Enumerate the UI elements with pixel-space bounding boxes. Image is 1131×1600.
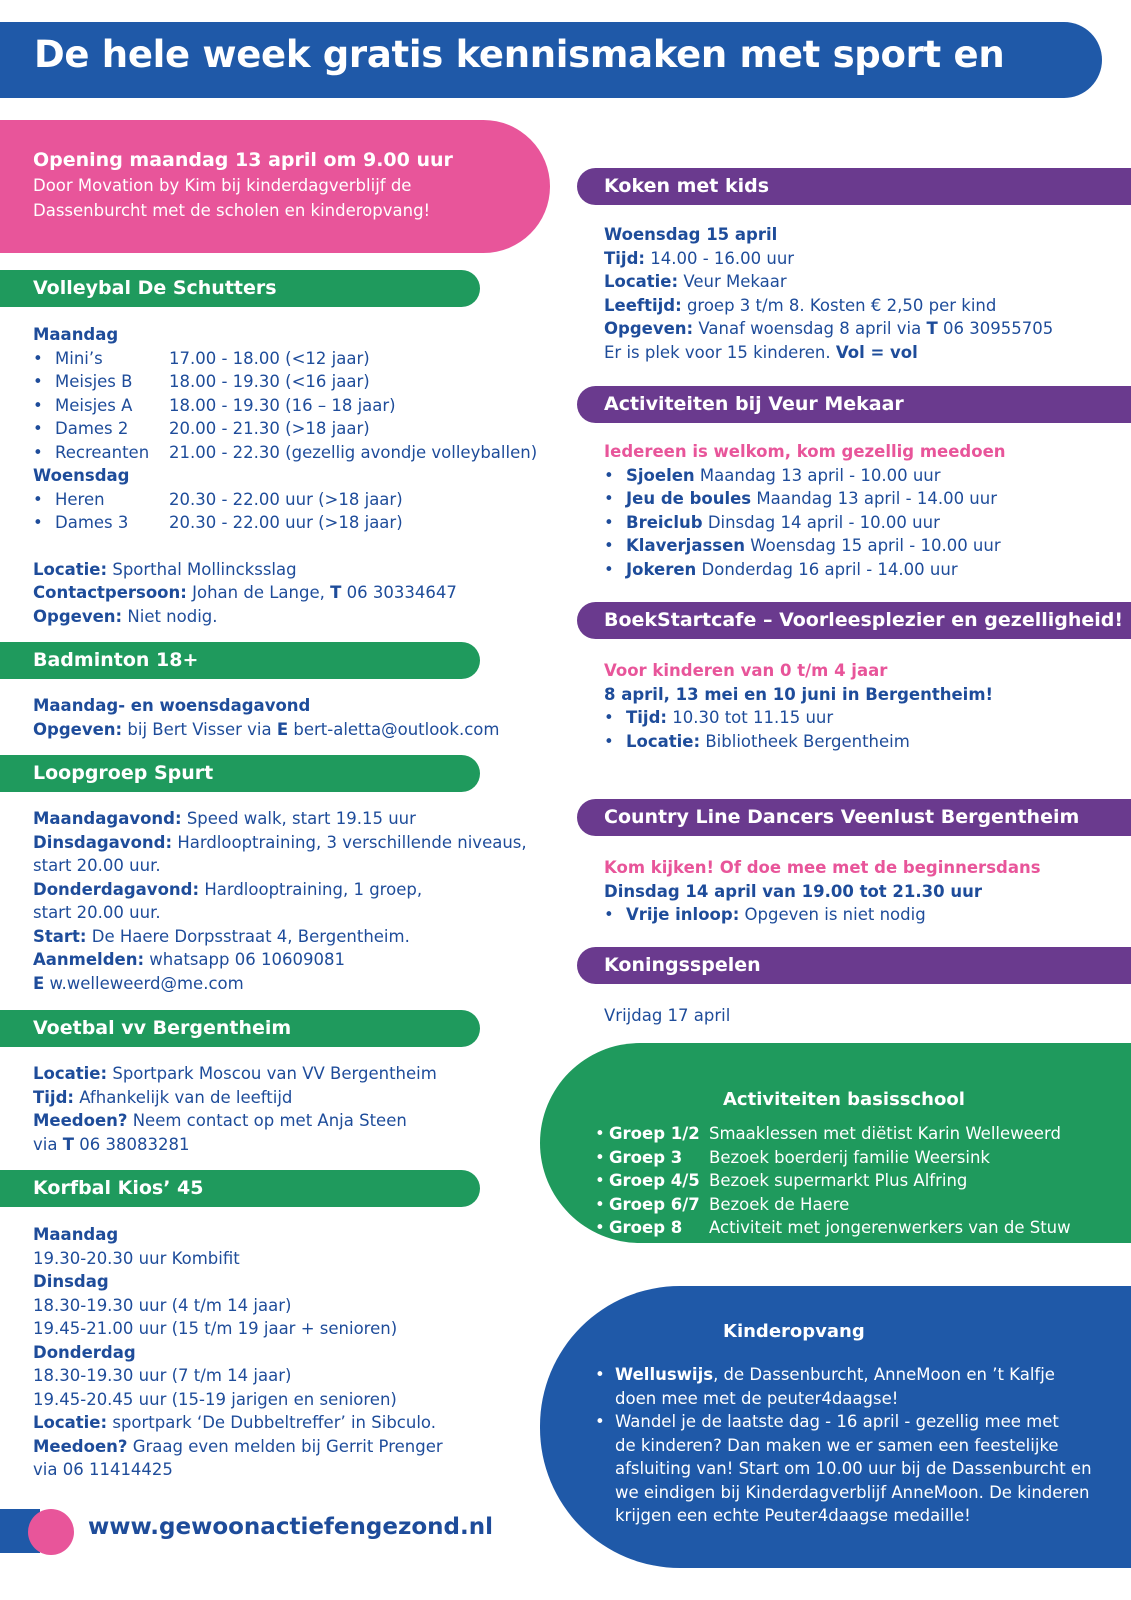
badminton-section [33,694,499,741]
loopgroep-line: start 20.00 uur. [33,903,161,922]
list-item: • Welluswijs, de Dassenburcht, AnneMoon en ’t Kalfje [595,1365,1055,1384]
list-item: • Groep 8 Activiteit met jongerenwerkers van de Stuw [595,1218,1071,1237]
koning-header: Koningsspelen [577,947,1131,984]
list-item: • Vrije inloop: Opgeven is niet nodig [604,905,926,924]
kinderopvang-list [595,1363,1092,1528]
korfbal-day: Donderdag [33,1342,136,1362]
loopgroep-line: Donderdagavond: Hardlooptraining, 1 groep, [33,879,423,899]
list-item: • Klaverjassen Woensdag 15 april - 10.00 uur [604,536,1001,555]
list-item: • Jokeren Donderdag 16 april - 14.00 uur [604,559,958,579]
koken-plek: Er is plek voor 15 kinderen. Vol = vol [604,342,918,362]
list-item: • Meisjes A 18.00 - 19.30 (16 – 18 jaar) [33,395,396,415]
list-item: • Heren 20.30 - 22.00 uur (>18 jaar) [33,489,403,509]
kinderopvang-panel [540,1286,1131,1568]
voetbal-header: Voetbal vv Bergentheim [0,1010,480,1047]
koning-date: Vrijdag 17 april [604,1006,731,1025]
footer-dot-icon [28,1509,74,1555]
boekstart-dates: 8 april, 13 mei en 10 juni in Bergentheim! [604,684,994,704]
korfbal-section [33,1223,443,1482]
korfbal-time: 19.45-21.00 uur (15 t/m 19 jaar + senioren) [33,1319,398,1338]
list-item-line: afsluiting van! Start om 10.00 uur bij de Dassenburcht en [615,1459,1092,1478]
badminton-opgeven: Opgeven: bij Bert Visser via E bert-aletta@outlook.com [33,719,500,739]
korfbal-time: 19.30-20.30 uur Kombifit [33,1248,240,1268]
korfbal-time: 18.30-19.30 uur (4 t/m 14 jaar) [33,1295,292,1315]
koken-date: Woensdag 15 april [604,225,778,244]
list-item: • Recreanten 21.00 - 22.30 (gezellig avondje volleyballen) [33,442,538,462]
volleybal-header: Volleybal De Schutters [0,270,480,307]
volleybal-day-monday: Maandag [33,325,119,344]
list-item: • Tijd: 10.30 tot 11.15 uur [604,708,834,727]
country-header: Country Line Dancers Veenlust Bergentheim [577,799,1131,836]
loopgroep-header: Loopgroep Spurt [0,755,480,792]
opening-line-2: Dassenburcht met de scholen en kinderopvang! [33,201,431,220]
volleybal-locatie: Locatie: Sporthal Mollincksslag [33,559,297,579]
korfbal-day: Maandag [33,1225,119,1244]
opening-heading: Opening maandag 13 april om 9.00 uur [33,149,453,171]
loopgroep-line: start 20.00 uur. [33,856,161,875]
loopgroep-email: E w.welleweerd@me.com [33,973,244,993]
opening-line-1: Door Movation by Kim bij kinderdagverblijf de [33,176,412,195]
list-item: • Jeu de boules Maandag 13 april - 14.00 uur [604,489,998,508]
veurmekaar-section [604,440,1006,581]
voetbal-phone: via T 06 38083281 [33,1134,190,1154]
voetbal-section [33,1062,437,1156]
badminton-header: Badminton 18+ [0,642,480,679]
list-item: • Locatie: Bibliotheek Bergentheim [604,731,910,751]
loopgroep-section [33,807,527,995]
loopgroep-line: Maandagavond: Speed walk, start 19.15 uur [33,809,416,828]
list-item: • Mini’s 17.00 - 18.00 (<12 jaar) [33,348,370,368]
boekstart-section [604,659,993,753]
koken-opgeven: Opgeven: Vanaf woensdag 8 april via T 06 30955705 [604,319,1054,338]
country-date: Dinsdag 14 april van 19.00 tot 21.30 uur [604,881,983,901]
veurmekaar-header: Activiteiten bij Veur Mekaar [577,386,1131,423]
basisschool-list [595,1122,1071,1240]
list-item: • Groep 6/7 Bezoek de Haere [595,1194,850,1214]
badminton-days: Maandag- en woensdagavond [33,696,311,715]
list-item-line: we eindigen bij Kinderdagverblijf AnneMoon. De kinderen [615,1482,1090,1502]
list-item-line: de kinderen? Dan maken we er samen een feestelijke [615,1435,1059,1455]
list-item: • Groep 3 Bezoek boerderij familie Weersink [595,1147,990,1167]
korfbal-meedoen: Meedoen? Graag even melden bij Gerrit Prenger [33,1436,443,1456]
kinderopvang-title: Kinderopvang [723,1321,865,1342]
list-item: • Dames 2 20.00 - 21.30 (>18 jaar) [33,419,370,438]
list-item-line: doen mee met de peuter4daagse! [615,1388,899,1408]
volleybal-day-wednesday: Woensdag [33,466,130,485]
voetbal-meedoen: Meedoen? Neem contact op met Anja Steen [33,1111,407,1130]
website-link[interactable]: www.gewoonactiefengezond.nl [88,1514,493,1540]
korfbal-phone: via 06 11414425 [33,1460,173,1479]
loopgroep-aanmelden: Aanmelden: whatsapp 06 10609081 [33,950,345,969]
koken-tijd: Tijd: 14.00 - 16.00 uur [604,248,795,268]
list-item-line: krijgen een echte Peuter4daagse medaille! [615,1506,971,1525]
boekstart-intro: Voor kinderen van 0 t/m 4 jaar [604,661,888,680]
veurmekaar-intro: Iedereen is welkom, kom gezellig meedoen [604,442,1006,461]
koken-section [604,223,1053,364]
korfbal-day: Dinsdag [33,1272,109,1291]
loopgroep-start: Start: De Haere Dorpsstraat 4, Bergentheim. [33,926,410,946]
list-item: • Sjoelen Maandag 13 april - 10.00 uur [604,465,941,485]
koken-header: Koken met kids [577,168,1131,205]
list-item: • Groep 1/2 Smaaklessen met diëtist Karin Welleweerd [595,1124,1061,1143]
list-item: • Wandel je de laatste dag - 16 april - gezellig mee met [595,1412,1059,1431]
volleybal-opgeven: Opgeven: Niet nodig. [33,606,218,626]
list-item: • Meisjes B 18.00 - 19.30 (<16 jaar) [33,372,370,391]
koken-leeftijd: Leeftijd: groep 3 t/m 8. Kosten € 2,50 per kind [604,295,997,315]
basisschool-title: Activiteiten basisschool [723,1089,965,1110]
boekstart-header: BoekStartcafe – Voorleesplezier en gezelligheid! [577,602,1131,639]
korfbal-time: 18.30-19.30 uur (7 t/m 14 jaar) [33,1366,292,1385]
country-section [604,856,1041,927]
koken-locatie: Locatie: Veur Mekaar [604,272,787,291]
opening-banner [0,120,550,253]
volleybal-contact: Contactpersoon: Johan de Lange, T 06 30334647 [33,583,457,602]
list-item: • Groep 4/5 Bezoek supermarkt Plus Alfring [595,1171,968,1190]
list-item: • Breiclub Dinsdag 14 april - 10.00 uur [604,512,940,532]
korfbal-header: Korfbal Kios’ 45 [0,1170,480,1207]
volleybal-section [33,323,537,628]
page-title: De hele week gratis kennismaken met sport en [0,22,1102,98]
korfbal-time: 19.45-20.45 uur (15-19 jarigen en senioren) [33,1389,397,1409]
basisschool-panel [540,1043,1131,1243]
voetbal-tijd: Tijd: Afhankelijk van de leeftijd [33,1087,293,1107]
country-intro: Kom kijken! Of doe mee met de beginnersdans [604,858,1041,877]
loopgroep-line: Dinsdagavond: Hardlooptraining, 3 verschillende niveaus, [33,832,527,852]
korfbal-locatie: Locatie: sportpark ‘De Dubbeltreffer’ in Sibculo. [33,1413,436,1432]
list-item: • Dames 3 20.30 - 22.00 uur (>18 jaar) [33,513,403,532]
voetbal-locatie: Locatie: Sportpark Moscou van VV Bergentheim [33,1064,437,1083]
